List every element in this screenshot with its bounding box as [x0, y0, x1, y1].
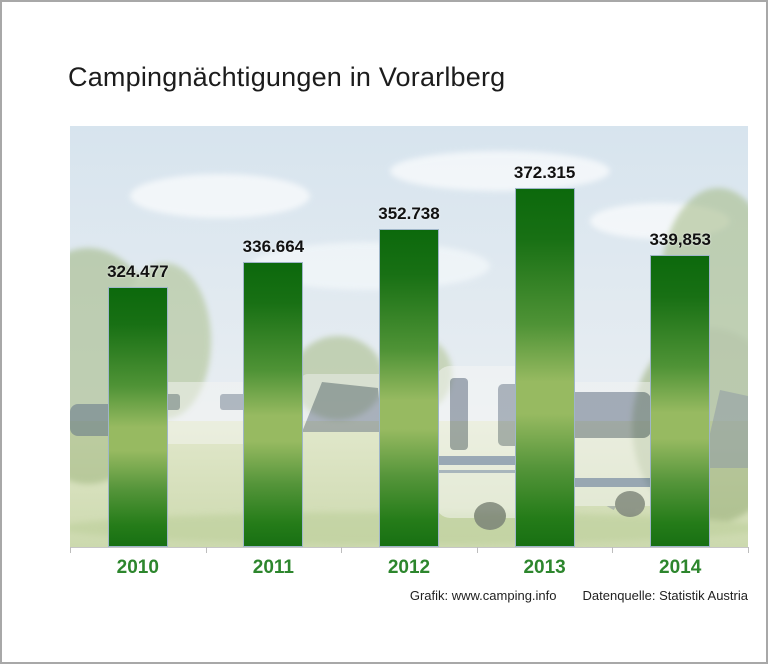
- bars-layer: [70, 126, 748, 547]
- bar-2014: [650, 255, 710, 547]
- chart-title: Campingnächtigungen in Vorarlberg: [68, 62, 506, 92]
- x-axis-label-2012: 2012: [387, 557, 431, 578]
- bar-2013: [515, 188, 575, 547]
- footer-source: Datenquelle: Statistik Austria: [582, 588, 748, 603]
- bar-2010: [108, 287, 168, 547]
- x-axis-tick: [206, 547, 207, 553]
- bar-value-label-2013: 372.315: [513, 163, 576, 182]
- bar-value-label-2010: 324.477: [107, 262, 169, 281]
- x-axis-label-2010: 2010: [116, 557, 159, 578]
- x-axis-tick: [748, 547, 749, 553]
- x-axis-tick: [70, 547, 71, 553]
- bar-value-label-2014: 339,853: [649, 230, 711, 249]
- x-axis-tick: [341, 547, 342, 553]
- footer: [70, 588, 748, 603]
- bar-value-label-2012: 352.738: [378, 204, 440, 223]
- plot-area: [70, 126, 748, 547]
- bar-2012: [379, 229, 439, 547]
- bar-value-label-2011: 336.664: [242, 237, 305, 256]
- x-axis-line: [70, 547, 748, 548]
- footer-credit: Grafik: www.camping.info: [409, 588, 557, 603]
- bar-2011: [243, 262, 303, 547]
- x-axis-label-2011: 2011: [252, 557, 294, 578]
- x-axis-label-2013: 2013: [523, 557, 566, 578]
- x-axis-label-2014: 2014: [659, 557, 702, 578]
- x-axis-tick: [477, 547, 478, 553]
- x-axis-tick: [612, 547, 613, 553]
